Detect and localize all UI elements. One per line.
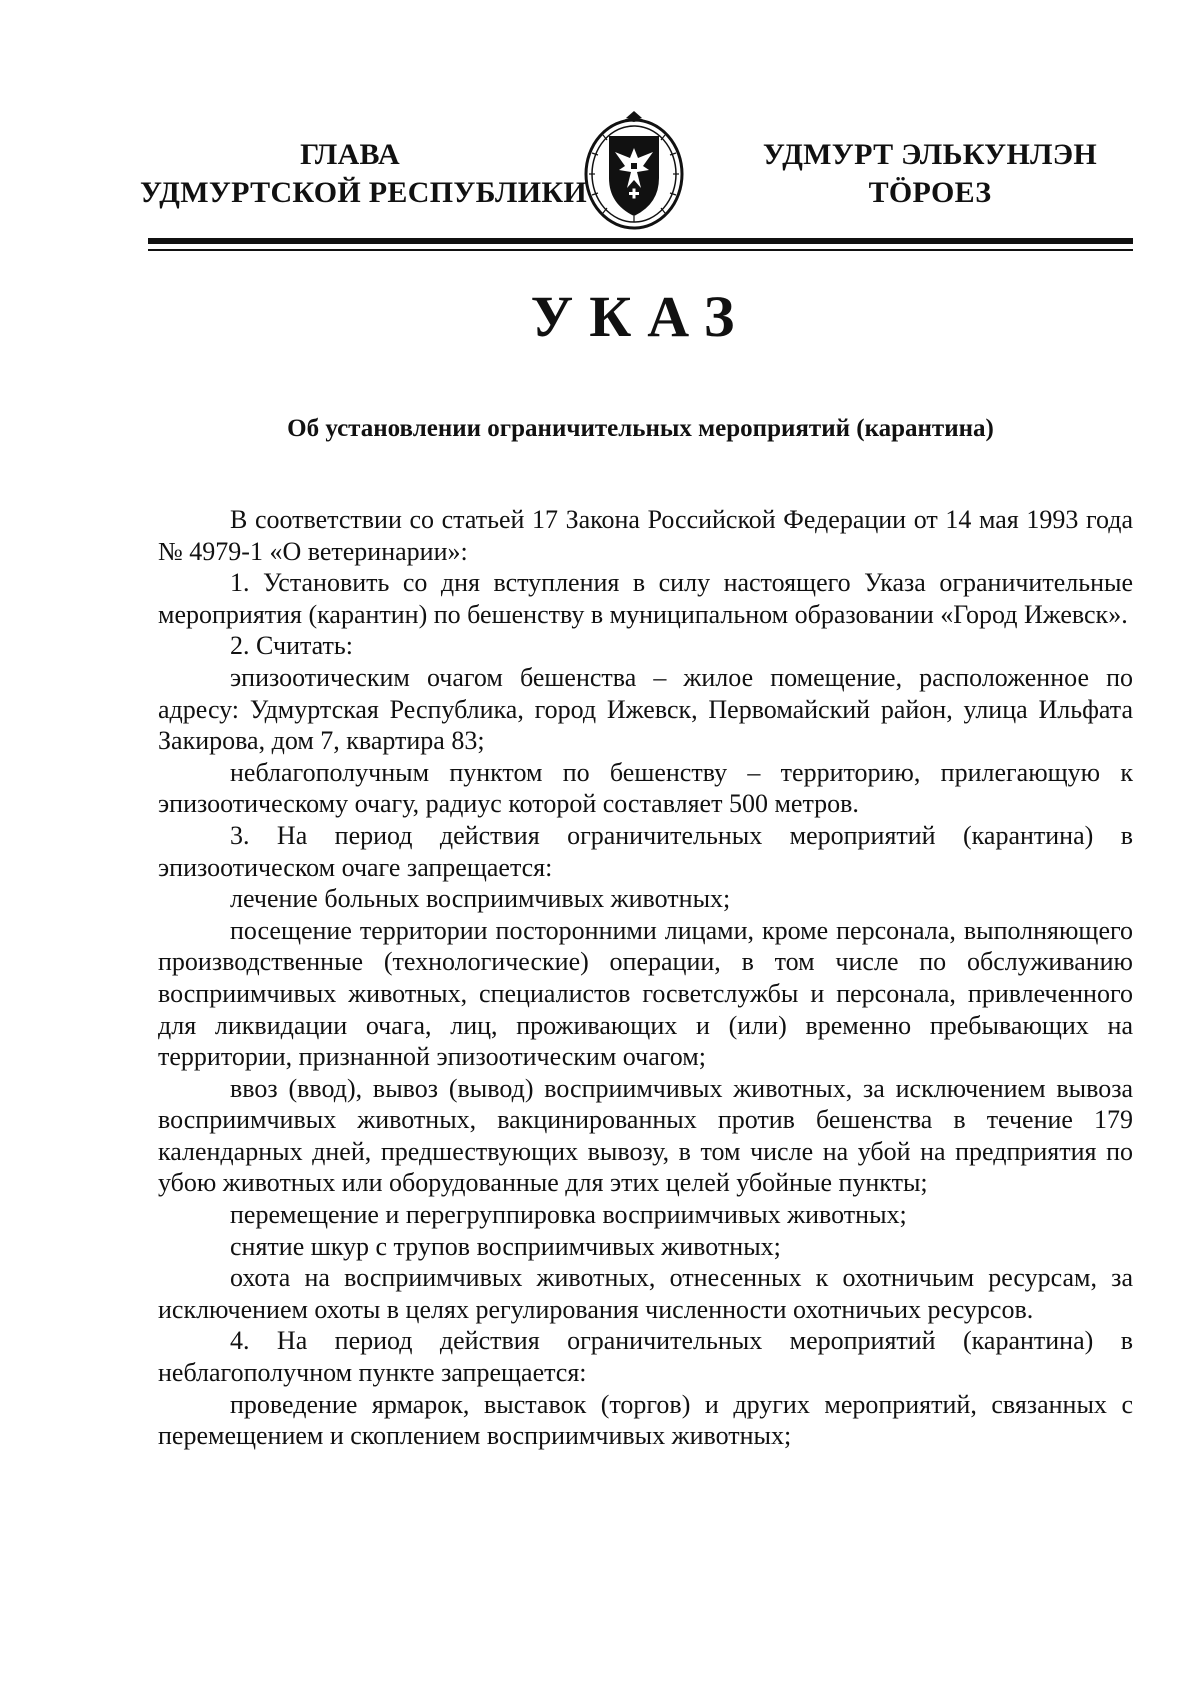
header-right [740, 136, 1120, 212]
paragraph-item-3-f: охота на восприимчивых животных, отнесенных к охотничьим ресурсам, за исключением охоты в целях регулирования численности охотничьих ресурсов. [158, 1263, 1133, 1324]
paragraph-item-2-focus: эпизоотическим очагом бешенства – жилое помещение, расположенное по адресу: Удмуртская Республика, город Ижевск, Первомайский район, улица Ильфата Закирова, дом 7, квартира 83; [158, 662, 1133, 756]
paragraph-item-4-a: проведение ярмарок, выставок (торгов) и других мероприятий, связанных с перемещением и скоплением восприимчивых животных; [158, 1389, 1133, 1451]
header-rule-thin [148, 249, 1133, 251]
paragraph-item-3-c: ввоз (ввод), вывоз (вывод) восприимчивых животных, за исключением вывоза восприимчивых животных, вакцинированных против бешенства в течение 179 календарных дней, предшествующих вывозу, в том числе на убой на предприятия по убою животных или оборудованные для этих целей убойные пункты; [158, 1073, 1133, 1198]
paragraph-item-3-e: снятие шкур с трупов восприимчивых животных; [230, 1231, 781, 1261]
paragraph-item-2: 2. Считать: [230, 631, 353, 661]
header-left-line1: ГЛАВА [300, 138, 400, 171]
paragraph-item-1: 1. Установить со дня вступления в силу настоящего Указа ограничительные мероприятия (карантин) по бешенству в муниципальном образовании «Город Ижевск». [158, 568, 1133, 629]
header-rule-thick [148, 238, 1133, 244]
coat-of-arms-icon [575, 108, 693, 233]
document-type-title: УКАЗ [530, 284, 751, 349]
paragraph-preamble: В соответствии со статьей 17 Закона Российской Федерации от 14 мая 1993 года № 4979-1 «О ветеринарии»: [158, 505, 1133, 566]
header-left-line2: УДМУРТСКОЙ РЕСПУБЛИКИ [140, 176, 588, 209]
document-subject: Об установлении ограничительных мероприятий (карантина) [287, 415, 994, 442]
paragraph-item-3-a: лечение больных восприимчивых животных; [230, 884, 731, 914]
header-right-line1: УДМУРТ ЭЛЬКУНЛЭН [762, 138, 1098, 171]
header-right-line2: ТӦРОЕЗ [868, 176, 992, 209]
paragraph-item-4: 4. На период действия ограничительных мероприятий (карантина) в неблагополучном пункте запрещается: [158, 1326, 1133, 1388]
document-body [158, 504, 1133, 1452]
header-left [140, 136, 588, 212]
paragraph-item-3-d: перемещение и перегруппировка восприимчивых животных; [230, 1200, 907, 1230]
paragraph-item-3-b: посещение территории посторонними лицами, кроме персонала, выполняющего производственные (технологические) операции, в том числе по обслуживанию восприимчивых животных, специалистов госветслужбы и персонала, привлеченного для ликвидации очага, лиц, проживающих и (или) временно пребывающих на территории, признанной эпизоотическим очагом; [158, 915, 1133, 1072]
paragraph-item-2-point: неблагополучным пунктом по бешенству – территорию, прилегающую к эпизоотическому очагу, радиус которой составляет 500 метров. [158, 757, 1133, 819]
paragraph-item-3: 3. На период действия ограничительных мероприятий (карантина) в эпизоотическом очаге запрещается: [158, 820, 1133, 882]
